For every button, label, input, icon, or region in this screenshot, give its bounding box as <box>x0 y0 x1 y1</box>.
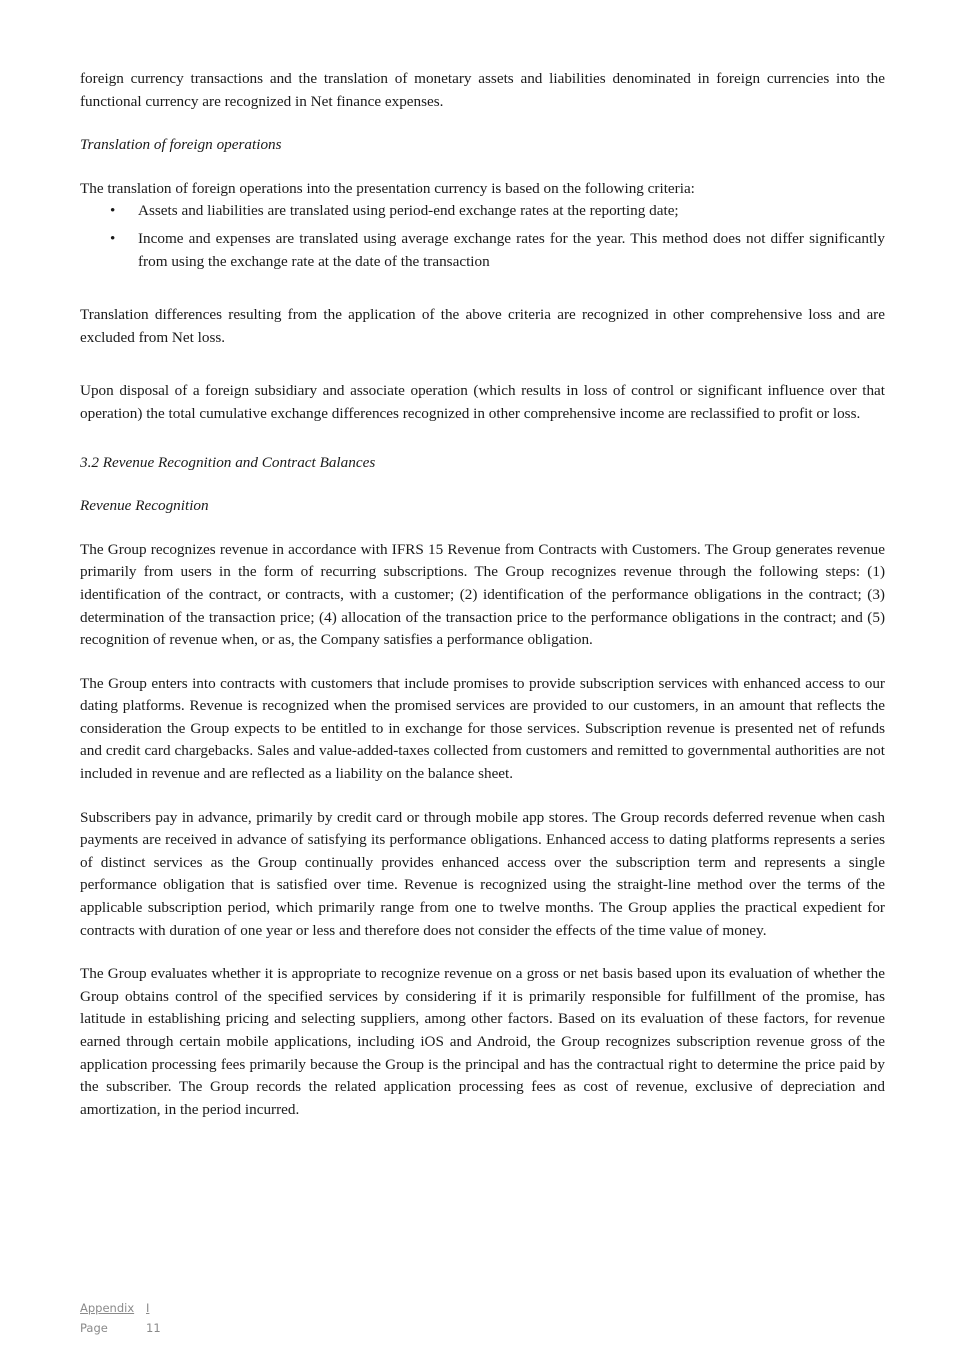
list-item <box>80 228 885 273</box>
paragraph-gross-vs-net: The Group evaluates whether it is appropriate to recognize revenue on a gross or net basis based upon its evaluation of whether the Group obtains control of the specified services by considering if it is primarily responsible for fulfillment of the promise, has latitude in establishing pricing and selecting suppliers, among other factors. Based on its evaluation of these factors, for revenue earned through certain mobile applications, including iOS and Android, the Group recognizes subscription revenue gross of the application processing fees primarily because the Group is the principal and has the contractual right to determine the price paid by the subscriber. The Group records the related application processing fees as cost of revenue, exclusive of depreciation and amortization, in the period incurred. <box>80 965 885 1118</box>
list-item-text: Assets and liabilities are translated using period-end exchange rates at the reporting date; <box>138 202 679 220</box>
footer-page-number: 11 <box>146 1321 161 1335</box>
document-body <box>80 68 885 1121</box>
list-item-text: Income and expenses are translated using average exchange rates for the year. This method does not differ significantly from using the exchange rate at the date of the transaction <box>138 229 885 270</box>
footer-appendix-label: Appendix <box>80 1301 135 1315</box>
paragraph-contracts-with-customers: The Group enters into contracts with customers that include promises to provide subscription services with enhanced access to our dating platforms. Revenue is recognized when the promised services are provided to our customers, in an amount that reflects the consideration the Group expects to be entitled to in exchange for those services. Subscription revenue is presented net of refunds and credit card chargebacks. Sales and value-added-taxes collected from customers and remitted to governmental authorities are not included in revenue and are reflected as a liability on the balance sheet. <box>80 674 885 783</box>
bullet-icon: • <box>110 229 116 247</box>
footer-page-label: Page <box>80 1321 108 1335</box>
footer-appendix <box>80 1298 162 1318</box>
paragraph-ifrs15: The Group recognizes revenue in accordance with IFRS 15 Revenue from Contracts with Customers. The Group generates revenue primarily from users in the form of recurring subscriptions. The Group recognizes revenue through the following steps: (1) identification of the contract, or contracts, with a customer; (2) identification of the performance obligations in the contract; (3) determination of the transaction price; (4) allocation of the transaction price to the performance obligations in the contract; and (5) recognition of revenue when, or as, the Company satisfies a performance obligation. <box>80 540 885 649</box>
bullet-icon: • <box>110 202 116 220</box>
paragraph-disposal: Upon disposal of a foreign subsidiary and associate operation (which results in loss of control or significant influence over that operation) the total cumulative exchange differences recognized in other comprehensive income are reclassified to profit or loss. <box>80 382 885 422</box>
paragraph-translation-criteria: The translation of foreign operations into the presentation currency is based on the following criteria: <box>80 179 695 197</box>
paragraph-subscribers-pay-in-advance: Subscribers pay in advance, primarily by credit card or through mobile app stores. The Group records deferred revenue when cash payments are received in advance of satisfying its performance obligations. Enhanced access to dating platforms represents a series of distinct services as the Group continually provides enhanced access over the subscription term and represents a single performance obligation that is satisfied over time. Revenue is recognized using the straight-line method over the terms of the applicable subscription period, which primarily range from one to twelve months. The Group applies the practical expedient for contracts with duration of one year or less and therefore does not consider the effects of the time value of money. <box>80 808 885 939</box>
footer-page <box>80 1318 162 1338</box>
page-footer <box>80 1298 162 1338</box>
section-heading-revenue-recognition-contract-balances: 3.2 Revenue Recognition and Contract Balances <box>80 453 376 471</box>
paragraph-translation-differences: Translation differences resulting from the application of the above criteria are recognized in other comprehensive loss and are excluded from Net loss. <box>80 306 885 346</box>
subheading-revenue-recognition: Revenue Recognition <box>80 497 209 515</box>
paragraph-fx-transactions: foreign currency transactions and the translation of monetary assets and liabilities denominated in foreign currencies into the functional currency are recognized in Net finance expenses. <box>80 70 885 110</box>
footer-appendix-value: I <box>146 1301 150 1315</box>
list-item <box>80 200 885 223</box>
criteria-list <box>80 200 885 273</box>
subheading-translation-foreign-operations: Translation of foreign operations <box>80 136 282 154</box>
